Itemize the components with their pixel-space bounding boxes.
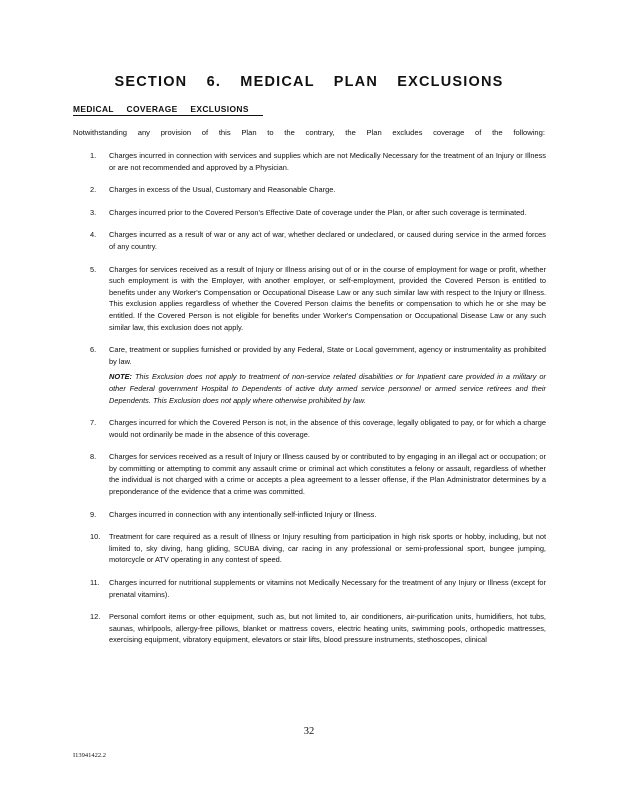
item-number: 12.: [90, 612, 101, 622]
item-text: Charges in excess of the Usual, Customary and Reasonable Charge.: [109, 185, 336, 195]
list-item: [90, 451, 546, 497]
list-item: [90, 611, 546, 646]
item-text: Charges incurred in connection with any intentionally self-inflicted Injury or Illness.: [109, 509, 377, 519]
item-text: Charges incurred for nutritional supplements or vitamins not Medically Necessary for the treatment of any Injury or Illness (except for prenatal vitamins).: [109, 578, 546, 599]
note-label: NOTE:: [109, 372, 132, 382]
item-number: 9.: [90, 509, 97, 519]
list-item: [90, 264, 546, 334]
document-id: I13941422.2: [73, 752, 107, 759]
list-item: [90, 229, 546, 252]
list-item: [90, 509, 546, 521]
item-number: 4.: [90, 230, 97, 240]
item-text: Charges incurred for which the Covered Person is not, in the absence of this coverage, legally obligated to pay, or for which a charge would not ordinarily be made in the absence of this coverage.: [109, 418, 546, 439]
item-text: Personal comfort items or other equipment, such as, but not limited to, air conditioners, air-purification units, humidifiers, hot tubs, saunas, whirlpools, allergy-free pillows, blanket or mattress covers, electric heating units, swimming pools, orthopedic mattresses, exercising equipment, vibratory equipment, elevators or stair lifts, blood pressure instruments, stethoscopes, clinical: [109, 612, 546, 645]
list-item: [90, 344, 546, 406]
item-number: 10.: [90, 532, 101, 542]
list-item: [90, 184, 546, 196]
item-text: Charges incurred prior to the Covered Person's Effective Date of coverage under the Plan, or after such coverage is terminated.: [109, 207, 527, 217]
note-text: This Exclusion does not apply to treatment of non-service related disabilities or for Inpatient care provided in a military or other Federal government Hospital to Dependents of active duty armed service personnel or armed service retirees and their Dependents. This Exclusion does not apply where otherwise prohibited by law.: [109, 372, 546, 405]
item-text: Charges incurred as a result of war or any act of war, whether declared or undeclared, or caused during service in the armed forces of any country.: [109, 230, 546, 251]
list-item: [90, 207, 546, 219]
page-number: 32: [303, 726, 315, 737]
subheading: MEDICAL COVERAGE EXCLUSIONS: [73, 104, 263, 116]
exclusions-list: [90, 150, 546, 646]
list-item: [90, 417, 546, 440]
note-paragraph: [109, 371, 546, 406]
item-number: 5.: [90, 264, 97, 274]
item-text: Care, treatment or supplies furnished or provided by any Federal, State or Local government, agency or instrumentality as prohibited by law.: [109, 345, 546, 366]
item-number: 1.: [90, 151, 97, 160]
item-number: 8.: [90, 452, 97, 462]
item-number: 6.: [90, 345, 97, 355]
list-item: [90, 577, 546, 600]
item-number: 3.: [90, 207, 97, 217]
section-title: SECTION 6. MEDICAL PLAN EXCLUSIONS: [114, 74, 504, 90]
item-text: Treatment for care required as a result of Illness or Injury resulting from participation in high risk sports or hobby, including, but not limited to, sky diving, hang gliding, SCUBA diving, car racing in any professional or semi-professional sport, bungee jumping, motorcycle or ATV operating in any contest of speed.: [109, 532, 546, 565]
item-number: 7.: [90, 418, 97, 428]
item-number: 2.: [90, 185, 97, 195]
list-item: [90, 531, 546, 566]
item-text: Charges for services received as a result of Injury or Illness arising out of or in the course of employment for wage or profit, whether such employment is with the Employer, with another employer, or self-employment, provided the Covered Person is entitled to benefits under any Worker's Compensation or Occupational Disease Law or any such similar law with respect to the Injury or Illness. This exclusion applies regardless of whether the Covered Person claims the benefits or compensation to which he or she may be entitled. If the Covered Person is not eligible for benefits under Worker's Compensation or Occupational Disease Law or any such similar law, this exclusion does not apply.: [109, 264, 546, 332]
item-number: 11.: [90, 578, 100, 588]
intro-paragraph: Notwithstanding any provision of this Plan to the contrary, the Plan excludes coverage of the following:: [73, 128, 545, 137]
item-text: Charges incurred in connection with services and supplies which are not Medically Necessary for the treatment of an Injury or Illness or are not recommended and approved by a Physician.: [109, 151, 546, 172]
list-item: [90, 150, 546, 173]
item-text: Charges for services received as a result of Injury or Illness caused by or contributed to by engaging in an illegal act or occupation; or by committing or attempting to commit any assault crime or criminal act which constitutes a felony or assault, regardless of whether the individual is not charged with a crime or accepts a plea agreement to a lesser offense, if the Plan Administrator determines by a preponderance of the evidence that a crime was committed.: [109, 452, 546, 497]
